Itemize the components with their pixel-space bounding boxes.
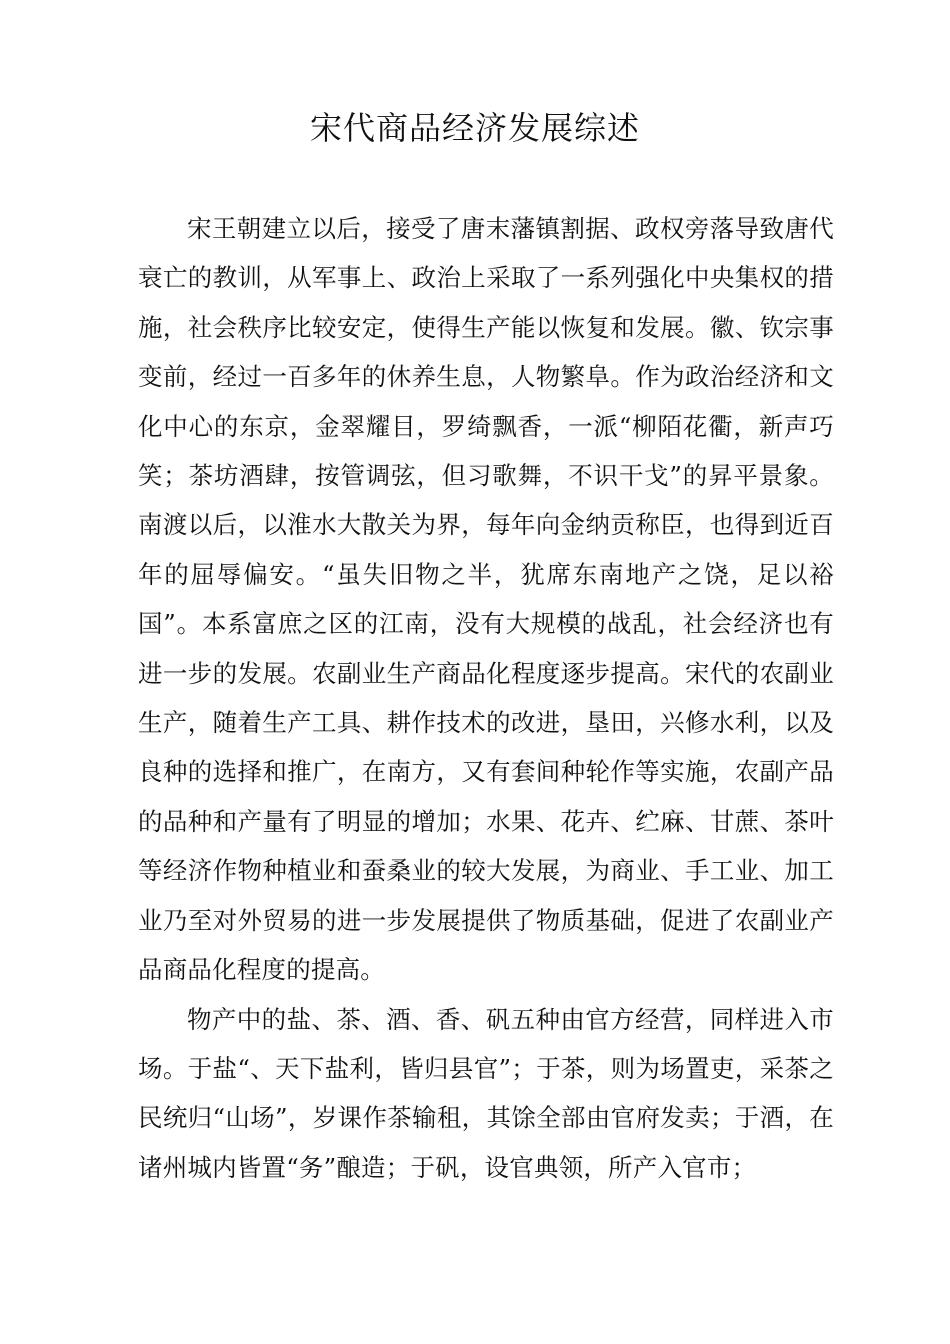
paragraph-2: 物产中的盐、茶、酒、香、矾五种由官方经营，同样进入市场。于盐“、天下盐利，皆归县官”；于茶，则为场置吏，采茶之民统归“山场”，岁课作茶输租，其馀全部由官府发卖；于酒，在诸州城内皆置“务”酿造；于矾，设官典领，所产入官市；	[138, 1004, 834, 1182]
document-body	[138, 204, 834, 1192]
paragraph-1: 宋王朝建立以后，接受了唐末藩镇割据、政权旁落导致唐代衰亡的教训，从军事上、政治上采取了一系列强化中央集权的措施，社会秩序比较安定，使得生产能以恢复和发展。徽、钦宗事变前，经过一百多年的休养生息，人物繁阜。作为政治经济和文化中心的东京，金翠耀目，罗绮飘香，一派“柳陌花衢，新声巧笑；茶坊酒肆，按管调弦，但习歌舞，不识干戈”的昇平景象。南渡以后，以淮水大散关为界，每年向金纳贡称臣，也得到近百年的屈辱偏安。“虽失旧物之半，犹席东南地产之饶，足以裕国”。本系富庶之区的江南，没有大规模的战乱，社会经济也有进一步的发展。农副业生产商品化程度逐步提高。宋代的农副业生产，随着生产工具、耕作技术的改进，垦田，兴修水利，以及良种的选择和推广，在南方，又有套间种轮作等实施，农副产品的品种和产量有了明显的增加；水果、花卉、纻麻、甘蔗、茶叶等经济作物种植业和蚕桑业的较大发展，为商业、手工业、加工业乃至对外贸易的进一步发展提供了物质基础，促进了农副业产品商品化程度的提高。	[138, 214, 834, 985]
document-title: 宋代商品经济发展综述	[309, 109, 640, 147]
